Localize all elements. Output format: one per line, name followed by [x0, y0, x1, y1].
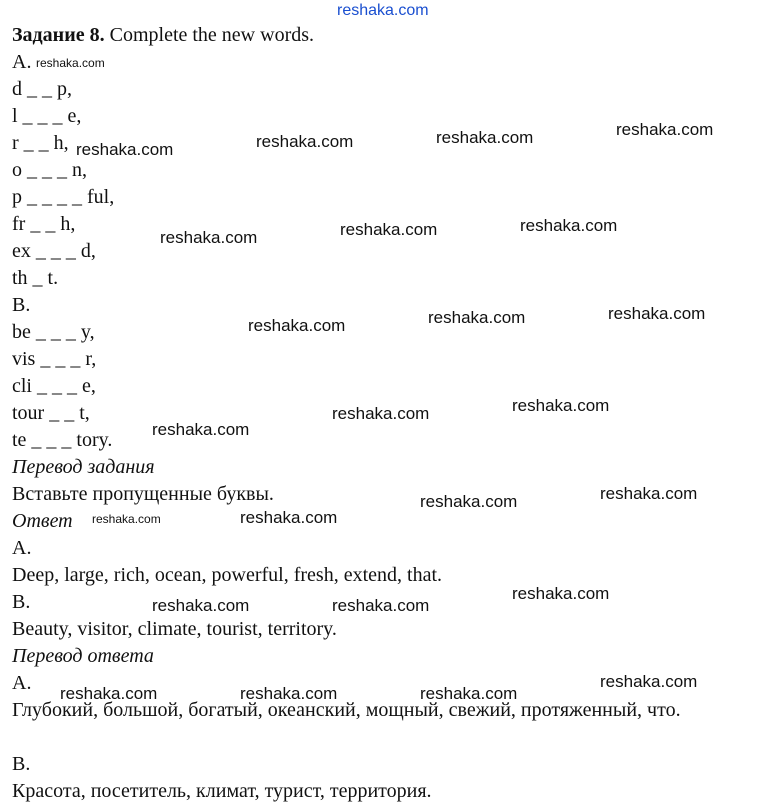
watermark: reshaka.com	[512, 396, 610, 415]
watermark: reshaka.com	[420, 492, 518, 511]
word-a-7: ex _ _ _ d,	[12, 240, 96, 262]
answer-b-label: B.	[12, 591, 31, 613]
task-translation-heading: Перевод задания	[12, 456, 155, 478]
task-heading	[12, 22, 762, 49]
answer-translation-b-text: Красота, посетитель, климат, турист, территория.	[12, 780, 432, 802]
watermark: reshaka.com	[420, 684, 518, 703]
watermark: reshaka.com	[332, 596, 430, 615]
watermark: reshaka.com	[256, 132, 354, 151]
watermark: reshaka.com	[76, 140, 174, 159]
watermark: reshaka.com	[36, 56, 105, 70]
answer-translation-a-text: Глубокий, большой, богатый, океанский, мощный, свежий, протяженный, что.	[12, 699, 681, 721]
watermark: reshaka.com	[428, 308, 526, 327]
watermark: reshaka.com	[608, 304, 706, 323]
word-b-3: cli _ _ _ e,	[12, 375, 96, 397]
watermark: reshaka.com	[248, 316, 346, 335]
word-b-5: te _ _ _ tory.	[12, 429, 113, 451]
word-a-8: th _ t.	[12, 267, 59, 289]
watermark: reshaka.com	[600, 484, 698, 503]
word-a-6: fr _ _ h,	[12, 213, 76, 235]
word-b-2: vis _ _ _ r,	[12, 348, 97, 370]
word-a-2: l _ _ _ e,	[12, 105, 82, 127]
watermark-top: reshaka.com	[337, 2, 429, 19]
watermark: reshaka.com	[436, 128, 534, 147]
watermark: reshaka.com	[240, 508, 338, 527]
answer-heading: Ответ	[12, 510, 73, 532]
task-label: Задание 8.	[12, 24, 105, 46]
answer-a-label: A.	[12, 537, 32, 559]
watermark: reshaka.com	[512, 584, 610, 603]
watermark: reshaka.com	[152, 420, 250, 439]
watermark: reshaka.com	[152, 596, 250, 615]
watermark: reshaka.com	[60, 684, 158, 703]
watermark: reshaka.com	[600, 672, 698, 691]
word-a-5: p _ _ _ _ ful,	[12, 186, 115, 208]
word-b-4: tour _ _ t,	[12, 402, 90, 424]
word-b-1: be _ _ _ y,	[12, 321, 95, 343]
answer-translation-b-label: B.	[12, 753, 31, 775]
watermark: reshaka.com	[92, 512, 161, 526]
answer-translation-heading: Перевод ответа	[12, 645, 154, 667]
watermark: reshaka.com	[520, 216, 618, 235]
answer-translation-a-label: A.	[12, 672, 32, 694]
section-a-label: A.	[12, 51, 32, 73]
task-translation-text: Вставьте пропущенные буквы.	[12, 483, 274, 505]
watermark: reshaka.com	[616, 120, 714, 139]
word-a-3: r _ _ h,	[12, 132, 69, 154]
watermark: reshaka.com	[240, 684, 338, 703]
document-body	[12, 22, 762, 805]
watermark: reshaka.com	[332, 404, 430, 423]
answer-a-text: Deep, large, rich, ocean, powerful, fresh, extend, that.	[12, 564, 443, 586]
section-b-label: B.	[12, 294, 31, 316]
word-a-1: d _ _ p,	[12, 78, 72, 100]
watermark: reshaka.com	[160, 228, 258, 247]
word-a-4: o _ _ _ n,	[12, 159, 87, 181]
answer-b-text: Beauty, visitor, climate, tourist, territory.	[12, 618, 337, 640]
watermark: reshaka.com	[340, 220, 438, 239]
task-instruction: Complete the new words.	[109, 24, 315, 46]
